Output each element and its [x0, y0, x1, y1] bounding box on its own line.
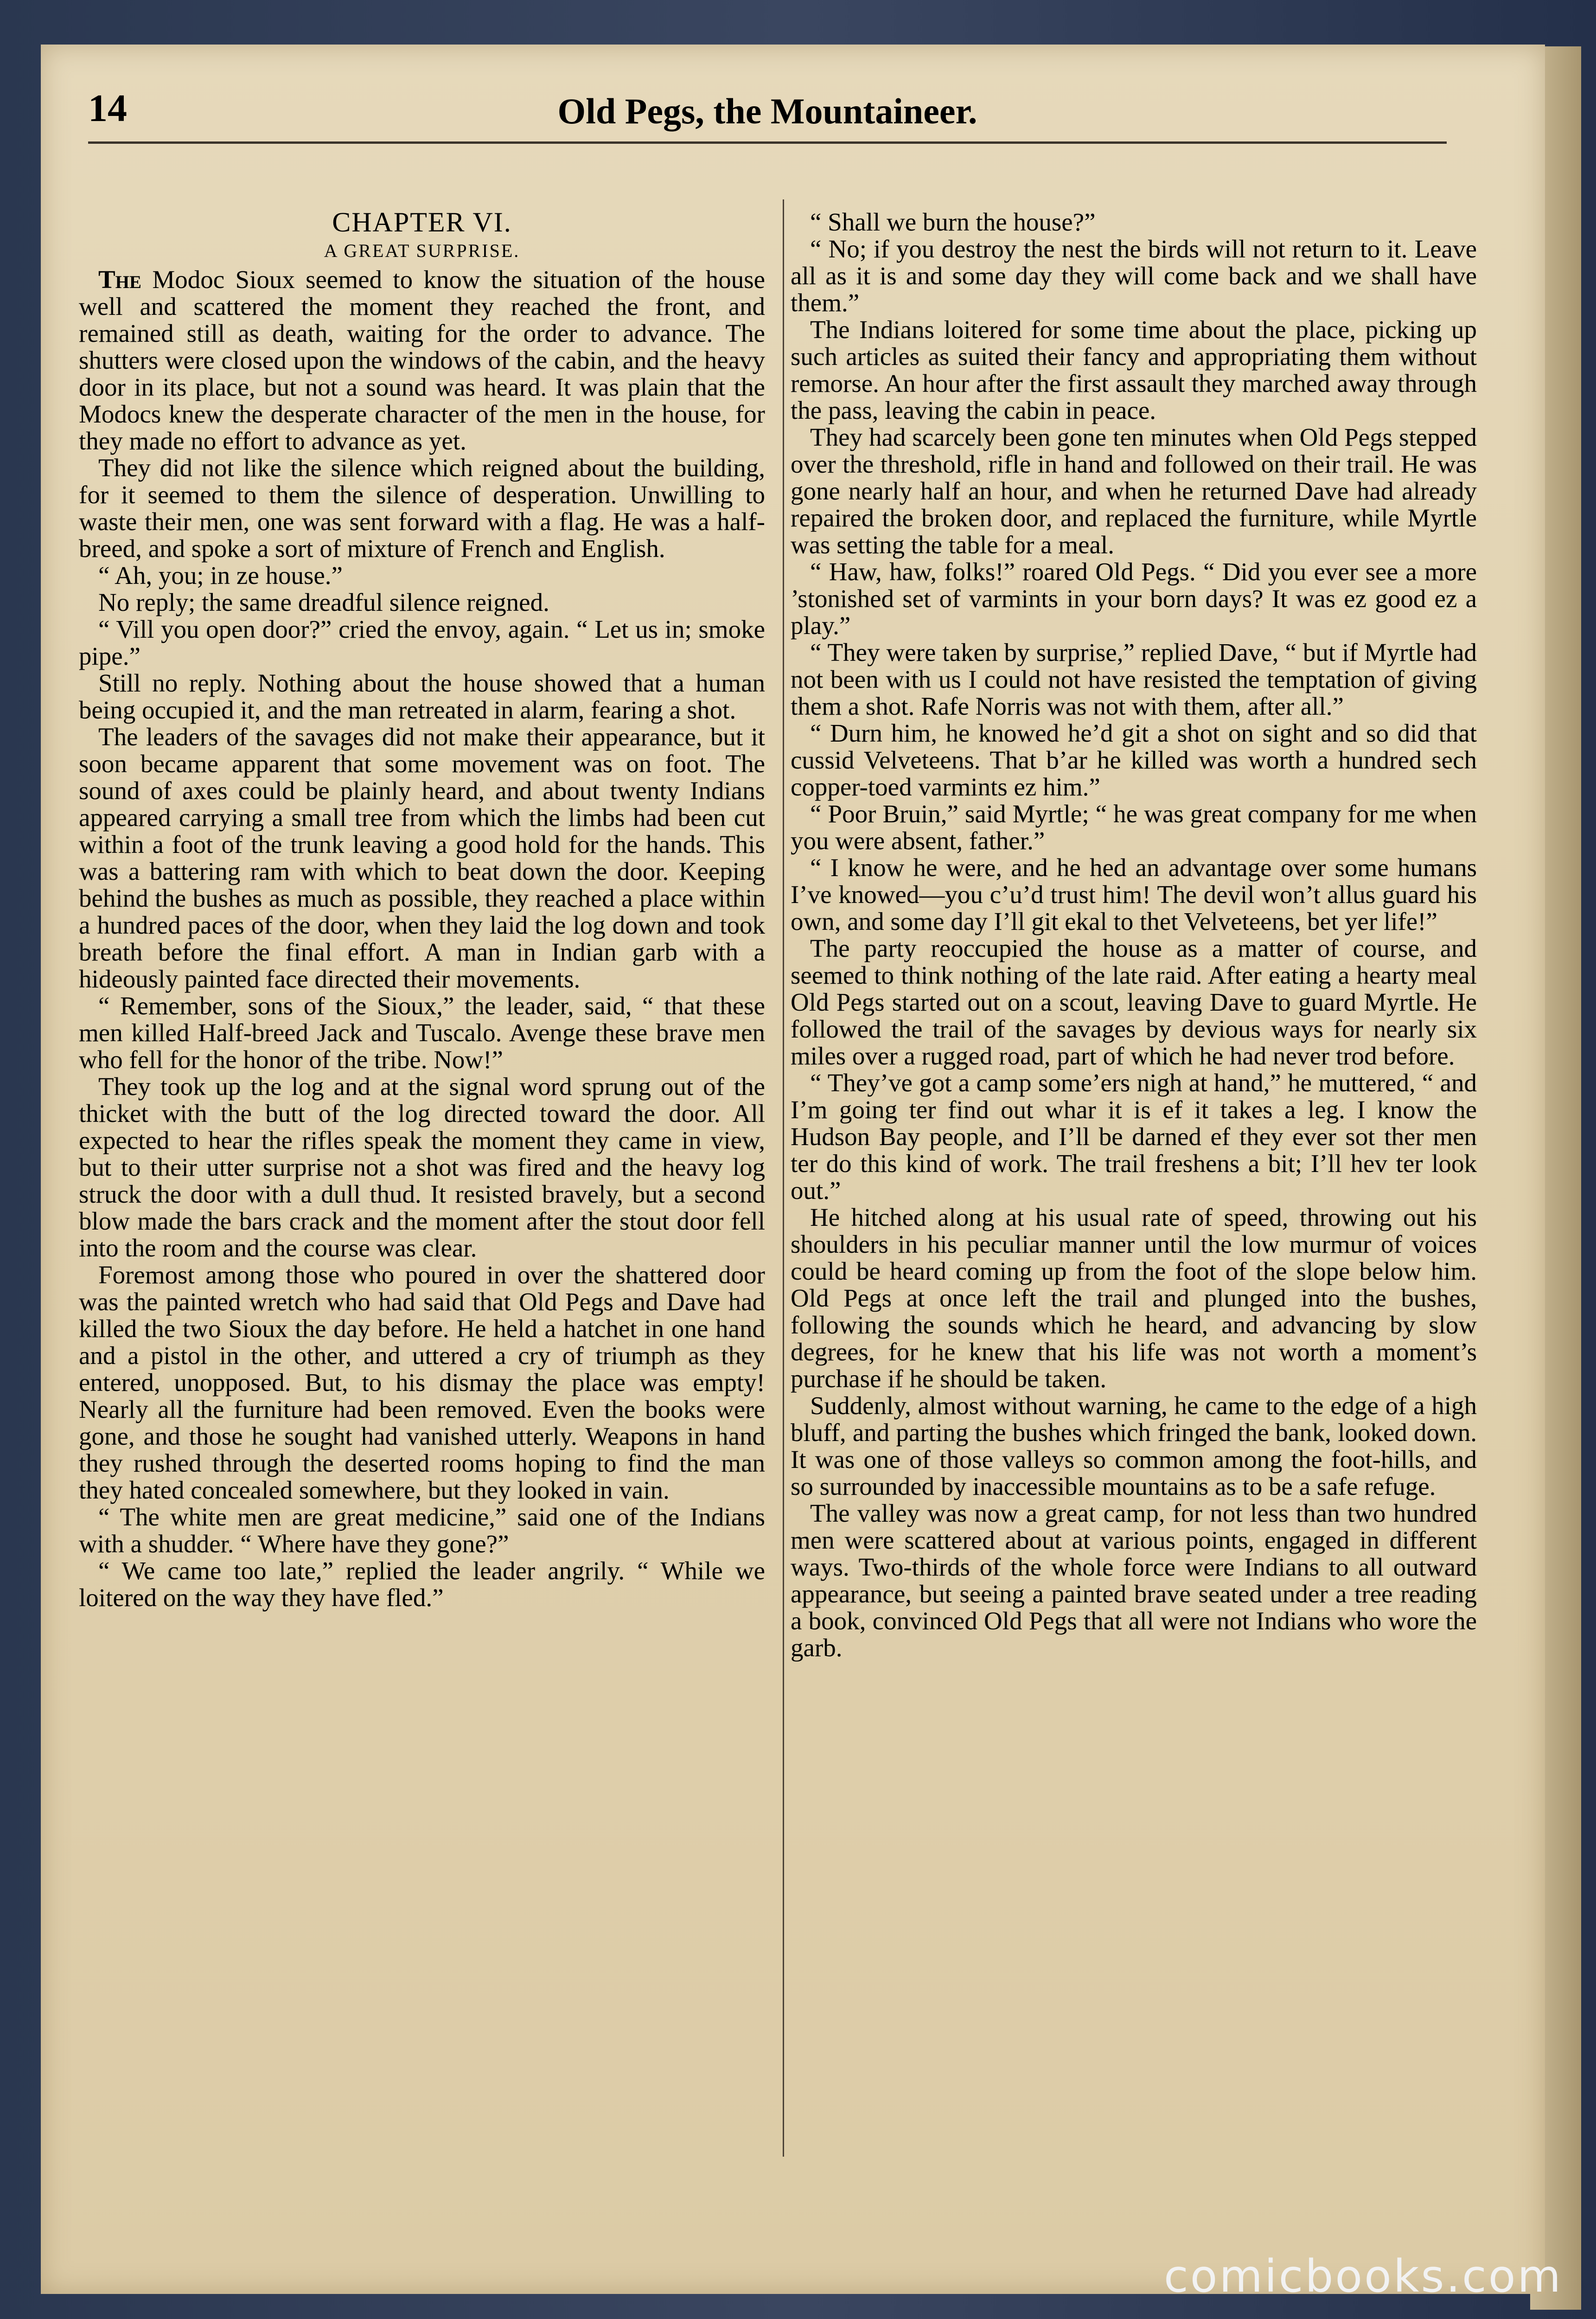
- paragraph: “ The white men are great medicine,” said one of the Indians with a shudder. “ Where have they gone?”: [79, 1503, 765, 1558]
- paragraph: Suddenly, almost without warning, he came to the edge of a high bluff, and parting the bushes which fringed the bank, looked down. It was one of those valleys so common among the foot-hills, and so surrounded by inaccessible mountains as to be a safe refuge.: [791, 1391, 1477, 1500]
- paragraph: They took up the log and at the signal word sprung out of the thicket with the butt of the log directed toward the door. All expected to hear the rifles speak the moment they came in view, but to their utter surprise not a shot was fired and the heavy log struck the door with a dull thud. It resisted bravely, but a second blow made the bars crack and the moment after the stout door fell into the room and the course was clear.: [79, 1072, 765, 1262]
- paragraph: “ I know he were, and he hed an advantage over some humans I’ve knowed—you c’u’d trust him! The devil won’t allus guard his own, and some day I’ll git ekal to thet Velveteens, bet yer life!”: [791, 853, 1477, 935]
- paragraph: “ No; if you destroy the nest the birds will not return to it. Leave all as it is and some day they will come back and we shall have them.”: [791, 235, 1477, 317]
- header-rule: [88, 141, 1447, 144]
- paragraph-text: Modoc Sioux seemed to know the situation of the house well and scattered the moment they reached the front, and remained still as death, waiting for the order to advance. The shutters were closed upon the windows of the cabin, and the heavy door in its place, but not a sound was heard. It was plain that the Modocs knew the desperate character of the men in the house, for they made no effort to advance as yet.: [79, 265, 766, 455]
- paragraph: Foremost among those who poured in over the shattered door was the painted wretch who had said that Old Pegs and Dave had killed the two Sioux the day before. He held a hatchet in one hand and a pistol in the other, and uttered a cry of triumph as they entered, unopposed. But, to his dismay the place was empty! Nearly all the furniture had been removed. Even the books were gone, and those he sought had vanished utterly. Weapons in hand they rushed through the deserted rooms hoping to find the man they hated concealed somewhere, but they looked in vain.: [79, 1261, 765, 1504]
- paragraph: “ Remember, sons of the Sioux,” the leader, said, “ that these men killed Half-breed Jack and Tuscalo. Avenge these brave men who fell for the honor of the tribe. Now!”: [79, 992, 765, 1074]
- paragraph: [79, 266, 765, 455]
- paragraph: “ Shall we burn the house?”: [810, 208, 1096, 236]
- paragraph: The leaders of the savages did not make their appearance, but it soon became apparent that some movement was on foot. The sound of axes could be plainly heard, and about twenty Indians appeared carrying a small tree from which the limbs had been cut within a foot of the trunk leaving a good hold for the hands. This was a battering ram with which to beat down the door. Keeping behind the bushes as much as possible, they reached a place within a hundred paces of the door, when they laid the log down and took breath before the final effort. A man in Indian garb with a hideously painted face directed their movements.: [79, 723, 765, 993]
- paragraph: “ Poor Bruin,” said Myrtle; “ he was great company for me when you were absent, father.”: [791, 800, 1477, 855]
- paragraph: Still no reply. Nothing about the house showed that a human being occupied it, and the man retreated in alarm, fearing a shot.: [79, 669, 765, 724]
- paragraph: “ Vill you open door?” cried the envoy, again. “ Let us in; smoke pipe.”: [79, 615, 765, 670]
- page-header: [88, 86, 1447, 155]
- paragraph: No reply; the same dreadful silence reigned.: [98, 588, 549, 616]
- paragraph: “ They’ve got a camp some’ers nigh at hand,” he muttered, “ and I’m going ter find out whar it is ef it takes a leg. I know the Hudson Bay people, and I’ll be darned ef they ever sot ther men ter do this kind of work. The trail freshens a bit; I’ll hev ter look out.”: [791, 1069, 1477, 1204]
- right-column: [791, 209, 1477, 1661]
- running-title: Old Pegs, the Mountaineer.: [557, 91, 977, 131]
- paragraph: “ Durn him, he knowed he’d git a shot on sight and so did that cussid Velveteens. That b’ar he killed was worth a hundred sech copper-toed varmints ez him.”: [791, 719, 1477, 801]
- paragraph: The party reoccupied the house as a matter of course, and seemed to think nothing of the late raid. After eating a hearty meal Old Pegs started out on a scout, leaving Dave to guard Myrtle. He followed the trail of the savages by devious ways for nearly six miles over a rugged road, part of which he had never trod before.: [791, 934, 1477, 1070]
- paragraph: “ Ah, you; in ze house.”: [98, 561, 343, 589]
- paragraph: “ We came too late,” replied the leader angrily. “ While we loitered on the way they have fled.”: [79, 1557, 765, 1612]
- paragraph: The Indians loitered for some time about the place, picking up such articles as suited their fancy and appropriating them without remorse. An hour after the first assault they marched away through the pass, leaving the cabin in peace.: [791, 315, 1477, 424]
- paragraph: “ Haw, haw, folks!” roared Old Pegs. “ Did you ever see a more ’stonished set of varmints in your born days? It was ez good ez a play.”: [791, 557, 1477, 640]
- paragraph: The valley was now a great camp, for not less than two hundred men were scattered about at various points, engaged in different ways. Two-thirds of the whole force were Indians to all outward appearance, but seeing a painted brave seated under a tree reading a book, convinced Old Pegs that all were not Indians who wore the garb.: [791, 1499, 1477, 1662]
- paragraph: “ They were taken by surprise,” replied Dave, “ but if Myrtle had not been with us I could not have resisted the temptation of giving them a shot. Rafe Norris was not with them, after all.”: [791, 638, 1477, 720]
- paragraph: They had scarcely been gone ten minutes when Old Pegs stepped over the threshold, rifle in hand and followed on their trail. He was gone nearly half an hour, and when he returned Dave had already repaired the broken door, and replaced the furniture, while Myrtle was setting the table for a meal.: [791, 423, 1477, 559]
- column-divider: [783, 199, 784, 2157]
- chapter-subheading: A GREAT SURPRISE.: [324, 240, 520, 261]
- paragraph: He hitched along at his usual rate of speed, throwing out his shoulders in his peculiar manner until the low murmur of voices could be heard coming up from the foot of the slope below him. Old Pegs at once left the trail and plunged into the bushes, following the sounds which he heard, and advancing by slow degrees, for he knew that his life was not worth a moment’s purchase if he should be taken.: [791, 1203, 1477, 1393]
- chapter-heading: CHAPTER VI.: [332, 207, 512, 237]
- site-watermark: comicbooks.com: [1163, 2250, 1563, 2302]
- page-number: 14: [88, 87, 127, 130]
- left-column: [79, 209, 765, 1611]
- lead-word: The: [98, 265, 142, 294]
- paragraph: They did not like the silence which reigned about the building, for it seemed to them the silence of desperation. Unwilling to waste their men, one was sent forward with a flag. He was a half-breed, and spoke a sort of mixture of French and English.: [79, 454, 765, 563]
